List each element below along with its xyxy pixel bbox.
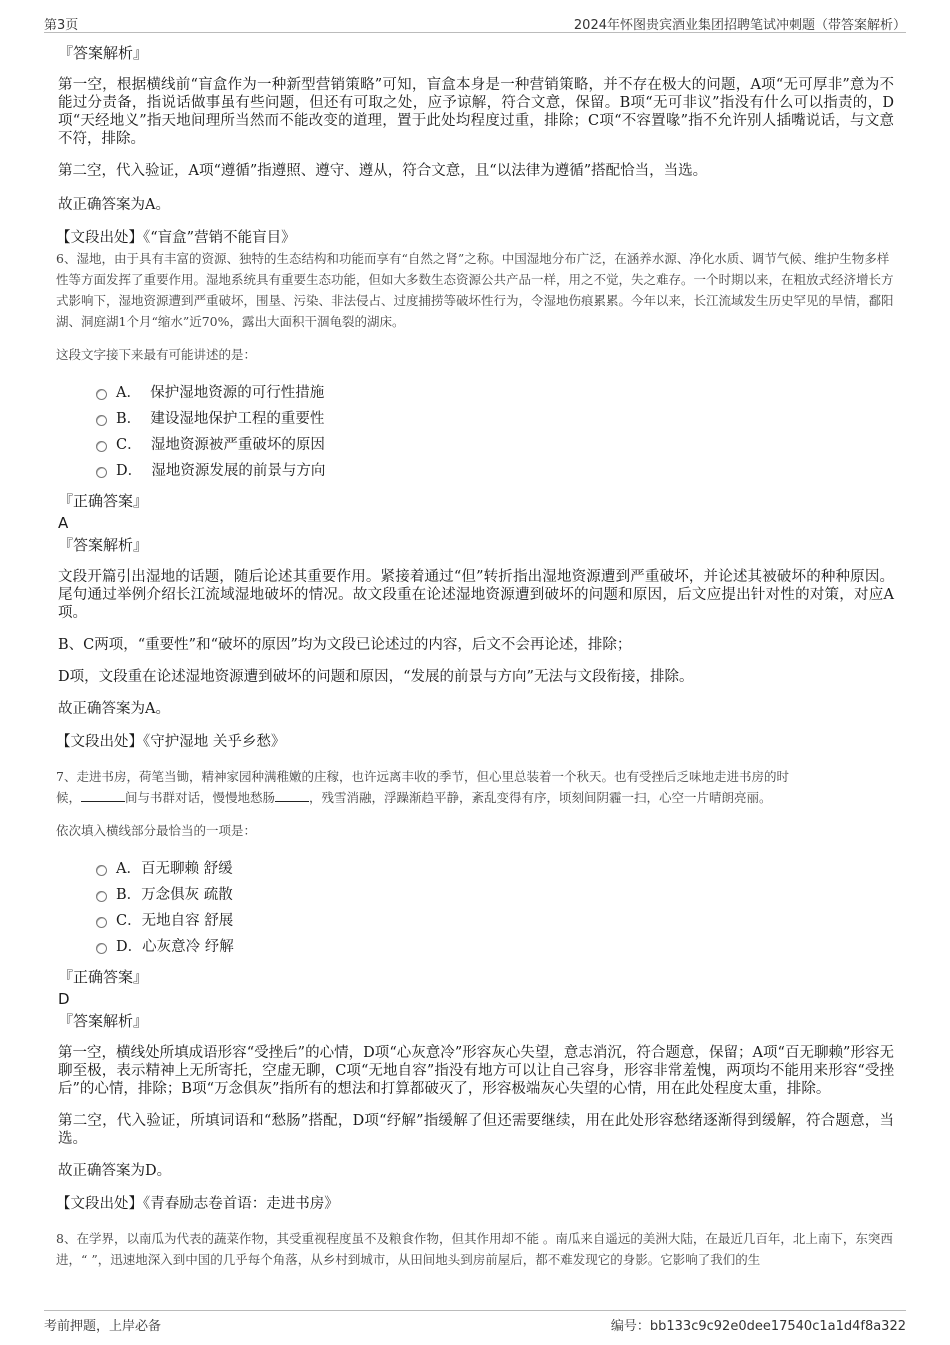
page-number: 第3页 <box>44 18 79 33</box>
fill-blank <box>275 787 309 802</box>
question-stem: 6、湿地，由于具有丰富的资源、独特的生态结构和功能而享有“自然之肾”之称。中国湿地分布广泛，在涵养水源、净化水质、调节气候、维护生物多样性等方面发挥了重要作用。湿地系统具有重要生态功能，但如大多数生态资源公共产品一样，用之不觉，失之难存。一个时期以来，在粗放式经济增长方式影响下，湿地资源遭到严重破坏，围垦、污染、非法侵占、过度捕捞等破坏性行为，令湿地伤痕累累。今年以来，长江流域发生历史罕见的旱情，鄱阳湖、洞庭湖1个月“缩水”近70%，露出大面积干涸龟裂的湖床。 <box>56 251 894 329</box>
analysis-paragraph: 第一空，横线处所填成语形容“受挫后”的心情，D项“心灰意冷”形容灰心失望，意志消沉，符合题意，保留；A项“百无聊赖”形容无聊至极，表示精神上无所寄托，空虚无聊，C项“无地自容”指没有地方可以让自己容身，形容非常羞愧，两项均不能用来形容“受挫后”的心情，排除；B项“万念俱灰”指所有的想法和打算都破灭了，形容极端灰心失望的心情，用在此处程度太重，排除。 <box>58 1045 894 1097</box>
question-stem: 7、走进书房，荷笔当锄，精神家园种满稚嫩的庄稼，也许远离丰收的季节，但心里总装着一个秋天。也有受挫后乏味地走进书房的时 候， 间与书群对话，慢慢地愁肠 ，残雪消融，浮躁渐趋平静，紊乱变得有序，顷刻间阴霾一扫，心空一片晴朗亮丽。 <box>56 769 789 805</box>
correct-answer: D <box>58 990 70 1008</box>
radio-icon[interactable] <box>96 389 107 400</box>
question-prompt: 依次填入横线部分最恰当的一项是： <box>56 823 257 838</box>
analysis-paragraph: 第二空，代入验证，所填词语和“愁肠”搭配，D项“纾解”指缓解了但还需要继续，用在此处形容愁绪逐渐得到缓解，符合题意，当选。 <box>58 1113 894 1147</box>
question-stem: 8、在学界，以南瓜为代表的蔬菜作物，其受重视程度虽不及粮食作物，但其作用却不能 。南瓜来自遥远的美洲大陆，在最近几百年，北上南下，东突西进，“ ”，迅速地深入到中国的几乎每个角落，从乡村到城市，从田间地头到房前屋后，都不难发现它的身影。它影响了我们的生 <box>56 1231 893 1267</box>
analysis-conclusion: 故正确答案为D。 <box>58 1163 172 1179</box>
analysis-label: 『答案解析』 <box>58 536 149 554</box>
radio-icon[interactable] <box>96 441 107 452</box>
option-b[interactable]: B．万念俱灰 疏散 <box>96 882 894 908</box>
radio-icon[interactable] <box>96 891 107 902</box>
source-citation: 【文段出处】《青春励志卷首语：走进书房》 <box>56 1196 339 1212</box>
document-body <box>56 42 894 1270</box>
analysis-conclusion: 故正确答案为A。 <box>58 197 170 213</box>
analysis-label: 『答案解析』 <box>58 44 149 62</box>
analysis-paragraph: 第一空，根据横线前“盲盒作为一种新型营销策略”可知，盲盒本身是一种营销策略，并不存在极大的问题，A项“无可厚非”意为不能过分责备，指说话做事虽有些问题，但还有可取之处，应予谅解，符合文意，保留。B项“无可非议”指没有什么可以指责的，D项“天经地义”指天地间理所当然而不能改变的道理，置于此处均程度过重，排除；C项“不容置喙”指不允许别人插嘴说话，与文意不符，排除。 <box>58 77 894 147</box>
correct-answer: A <box>58 514 69 532</box>
option-a[interactable]: A．百无聊赖 舒缓 <box>96 856 894 882</box>
analysis-paragraph: 文段开篇引出湿地的话题，随后论述其重要作用。紧接着通过“但”转折指出湿地资源遭到严重破坏，并论述其被破坏的种种原因。尾句通过举例介绍长江流域湿地破坏的情况。故文段重在论述湿地资源遭到破坏的问题和原因，后文应提出针对性的对策，对应A项。 <box>58 569 894 621</box>
radio-icon[interactable] <box>96 917 107 928</box>
source-citation: 【文段出处】《“盲盒”营销不能盲目》 <box>56 230 296 246</box>
analysis-conclusion: 故正确答案为A。 <box>58 701 170 717</box>
option-c[interactable]: C．无地自容 舒展 <box>96 908 894 934</box>
correct-answer-label: 『正确答案』 <box>58 968 149 986</box>
radio-icon[interactable] <box>96 415 107 426</box>
analysis-paragraph: D项，文段重在论述湿地资源遭到破坏的问题和原因，“发展的前景与方向”无法与文段衔接，排除。 <box>58 669 694 685</box>
radio-icon[interactable] <box>96 943 107 954</box>
option-d[interactable]: D． 湿地资源发展的前景与方向 <box>96 458 894 484</box>
source-citation: 【文段出处】《守护湿地 关乎乡愁》 <box>56 734 286 750</box>
footer-slogan: 考前押题，上岸必备 <box>44 1319 162 1334</box>
analysis-paragraph: B、C两项，“重要性”和“破坏的原因”均为文段已论述过的内容，后文不会再论述，排除； <box>58 637 632 653</box>
page-footer <box>44 1310 906 1335</box>
option-d[interactable]: D．心灰意冷 纾解 <box>96 934 894 960</box>
radio-icon[interactable] <box>96 467 107 478</box>
document-code: 编号：bb133c9c92e0dee17540c1a1d4f8a322 <box>610 1319 906 1334</box>
option-b[interactable]: B． 建设湿地保护工程的重要性 <box>96 406 894 432</box>
analysis-paragraph: 第二空，代入验证，A项“遵循”指遵照、遵守、遵从，符合文意，且“以法律为遵循”搭配恰当，当选。 <box>58 163 708 179</box>
page-header <box>44 10 906 33</box>
radio-icon[interactable] <box>96 865 107 876</box>
question-prompt: 这段文字接下来最有可能讲述的是： <box>56 347 257 362</box>
option-list <box>56 856 894 960</box>
analysis-label: 『答案解析』 <box>58 1012 149 1030</box>
fill-blank <box>81 787 125 802</box>
option-c[interactable]: C． 湿地资源被严重破坏的原因 <box>96 432 894 458</box>
correct-answer-label: 『正确答案』 <box>58 492 149 510</box>
option-a[interactable]: A． 保护湿地资源的可行性措施 <box>96 380 894 406</box>
document-title: 2024年怀图贵宾酒业集团招聘笔试冲刺题（带答案解析） <box>573 18 906 33</box>
option-list <box>56 380 894 484</box>
